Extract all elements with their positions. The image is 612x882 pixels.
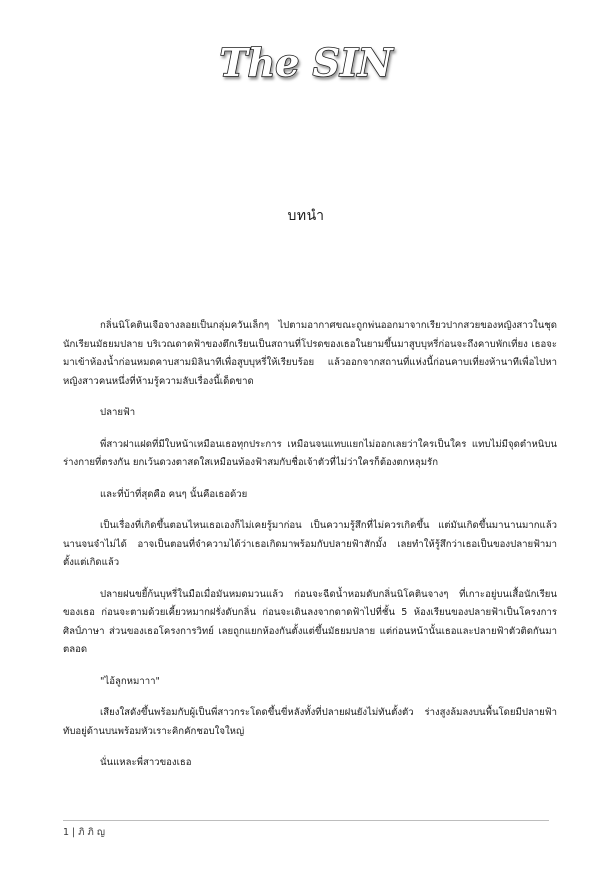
- logo: [0, 34, 612, 94]
- paragraph: กลิ่นนิโคตินเจือจางลอยเป็นกลุ่มควันเล็กๆ ไปตามอากาศขณะถูกพ่นออกมาจากเรียวปากสวยของหญิงสาวในชุดนักเรียนมัธยมปลาย บริเวณดาดฟ้าของตึกเรียนเป็นสถานที่โปรดของเธอในยามขึ้นมาสูบบุหรี่ก่อนจะถึงคาบพักเที่ยง เธอจะมาเข้าห้องน้ำก่อนหมดคาบสามมิลินาทีเพื่อสูบบุหรี่ให้เรียบร้อย แล้วออกจากสถานที่แห่งนี้ก่อนคาบเที่ยงห้านาทีเพื่อไปหาหญิงสาวคนหนึ่งที่ห้ามรู้ความลับเรื่องนี้เด็ดขาด: [63, 320, 557, 387]
- chapter-body: [63, 317, 557, 786]
- paragraph: เสียงใสดังขึ้นพร้อมกับผู้เป็นพี่สาวกระโดดขึ้นขี่หลังทั้งที่ปลายฝนยังไม่ทันตั้งตัว ร่างสูงล้มลงบนพื้นโดยมีปลายฟ้าทับอยู่ด้านบนพร้อมหัวเราะคิกคักชอบใจใหญ่: [63, 707, 557, 737]
- paragraph: และที่บ้าที่สุดคือ คนๆ นั้นคือเธอด้วย: [100, 488, 248, 500]
- page-footer: [63, 825, 105, 840]
- author-name: ภิ ภิ ญ: [78, 827, 105, 838]
- paragraph: พี่สาวฝาแฝดที่มีใบหน้าเหมือนเธอทุกประการ เหมือนจนแทบแยกไม่ออกเลยว่าใครเป็นใคร แทบไม่มีจุดตำหนิบนร่างกายที่ตรงกัน ยกเว้นดวงตาสดใสเหมือนท้องฟ้าสมกับชื่อเจ้าตัวที่ไม่ว่าใครก็ต้องตกหลุมรัก: [63, 438, 557, 468]
- paragraph: ปลายฟ้า: [100, 407, 136, 418]
- paragraph: "ไอ้ลูกหมาาา": [100, 675, 160, 687]
- chapter-title: บทนำ: [287, 208, 325, 224]
- logo-text: The SIN: [219, 40, 393, 85]
- footer-divider: [63, 820, 549, 821]
- page-number: 1: [63, 827, 70, 838]
- paragraph: นั่นแหละพี่สาวของเธอ: [100, 757, 192, 768]
- logo-graphic: [219, 34, 393, 94]
- paragraph: เป็นเรื่องที่เกิดขึ้นตอนไหนเธอเองก็ไม่เคยรู้มาก่อน เป็นความรู้สึกที่ไม่ควรเกิดขึ้น แต่มันเกิดขึ้นมานานมากแล้ว นานจนจำไม่ได้ อาจเป็นตอนที่จำความได้ว่าเธอเกิดมาพร้อมกับปลายฟ้าสักมั้ง เลยทำให้รู้สึกว่าเธอเป็นของปลายฟ้ามาตั้งแต่เกิดแล้ว: [63, 520, 557, 568]
- footer-separator: |: [72, 827, 76, 838]
- paragraph: ปลายฝนขยี้ก้นบุหรี่ในมือเมื่อมันหมดมวนแล้ว ก่อนจะฉีดน้ำหอมดับกลิ่นนิโคตินจางๆ ที่เกาะอยู่บนเสื้อนักเรียนของเธอ ก่อนจะตามด้วยเคี้ยวหมากฝรั่งดับกลิ่น ก่อนจะเดินลงจากดาดฟ้าไปที่ชั้น 5 ห้องเรียนของปลายฟ้าเป็นโครงการศิลป์ภาษา ส่วนของเธอโครงการวิทย์ เลยถูกแยกห้องกันตั้งแต่ขึ้นมัธยมปลาย แต่ก่อนหน้านั้นเธอและปลายฟ้าตัวติดกันมาตลอด: [63, 588, 557, 655]
